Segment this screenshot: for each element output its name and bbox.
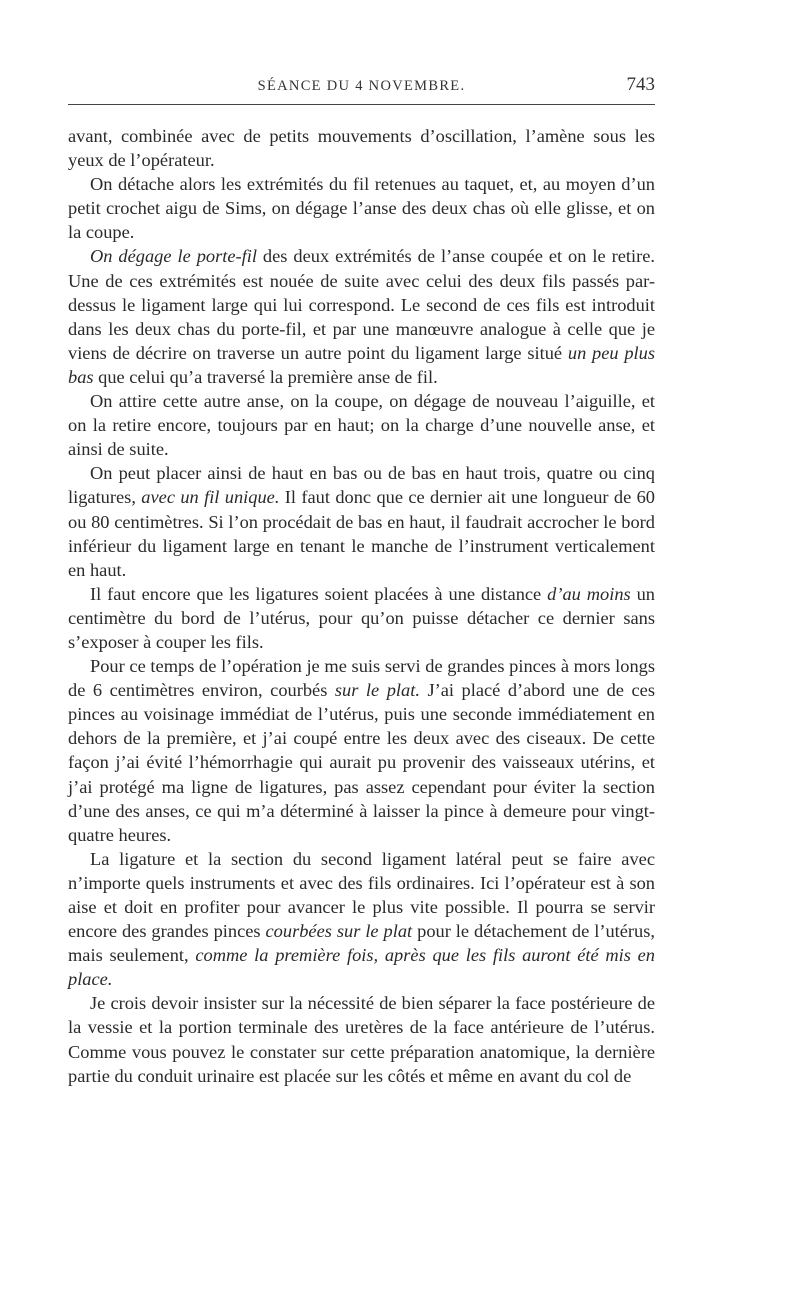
text-run: que celui qu’a traversé la première anse de fil. (93, 366, 438, 387)
text-run: On détache alors les extrémités du fil retenues au taquet, et, au moyen d’un petit crochet aigu de Sims, on dégage l’anse des deux chas où elle glisse, et on la coupe. (68, 174, 655, 243)
running-head: SÉANCE DU 4 NOVEMBRE. (257, 78, 466, 94)
italic-text: avec un fil unique. (141, 487, 280, 508)
text-run: un centimètre du bord de l’utérus, pour qu’on puisse détacher ce dernier sans s’exposer à couper les fils. (68, 583, 655, 652)
page-number: 743 (626, 74, 655, 95)
paragraph (68, 172, 655, 244)
text-run: On attire cette autre anse, on la coupe, on dégage de nouveau l’aiguille, et on la retire encore, toujours par en haut; on la charge d’une nouvelle anse, et ainsi de suite. (68, 391, 655, 460)
text-run: Pour ce temps de l’opération je me suis servi de grandes pinces à mors longs de 6 centimètres environ, courbés (68, 656, 655, 701)
text-run: Il faut encore que les ligatures soient placées à une distance (90, 583, 548, 604)
paragraph (68, 582, 655, 654)
paragraph (68, 991, 655, 1087)
paragraph (68, 244, 655, 389)
text-run: On peut placer ainsi de haut en bas ou de bas en haut trois, quatre ou cinq ligatures, (68, 463, 655, 508)
italic-text: courbées sur le plat (265, 921, 413, 942)
text-run: Je crois devoir insister sur la nécessité de bien séparer la face postérieure de la vessie et la portion terminale des uretères de la face antérieure de l’utérus. Comme vous pouvez le constater sur cette préparation anatomique, la dernière partie du conduit urinaire est placée sur les côtés et même en avant du col de (68, 993, 655, 1086)
text-run: pour le détachement de l’utérus, mais seulement, (68, 921, 655, 966)
body-text (68, 124, 655, 1088)
italic-text: comme la première fois, après que les fils auront été mis en place. (68, 945, 655, 990)
paragraph (68, 124, 655, 172)
italic-text: sur le plat. (334, 680, 420, 701)
paragraph (68, 461, 655, 581)
paragraph (68, 847, 655, 992)
italic-text: un peu plus bas (68, 342, 656, 387)
text-run: avant, combinée avec de petits mouvements d’oscillation, l’amène sous les yeux de l’opérateur. (68, 126, 655, 171)
paragraph (68, 389, 655, 461)
text-run: Il faut donc que ce dernier ait une longueur de 60 ou 80 centimètres. Si l’on procédait de bas en haut, il faudrait accrocher le bord inférieur du ligament large en tenant le manche de l’instrument verticalement en haut. (68, 487, 655, 580)
italic-text: d’au moins (547, 583, 631, 604)
text-run: J’ai placé d’abord une de ces pinces au voisinage immédiat de l’utérus, puis une seconde immédiatement en dehors de la première, et j’ai coupé entre les deux avec des ciseaux. De cette façon j’ai évité l’hémorrhagie qui aurait pu provenir des vaisseaux utérins, et j’ai protégé ma ligne de ligatures, pas assez cependant pour éviter la section d’une des anses, ce qui m’a déterminé à laisser la pince à demeure pour vingt-quatre heures. (68, 680, 655, 845)
text-run: La ligature et la section du second ligament latéral peut se faire avec n’importe quels instruments et avec des fils ordinaires. Ici l’opérateur est à son aise et doit en profiter pour avancer le plus vite possible. Il pourra se servir encore des grandes pinces (68, 848, 655, 942)
header-rule (68, 104, 655, 105)
page-header (68, 72, 655, 102)
paragraph (68, 654, 655, 847)
italic-text: On dégage le porte-fil (90, 246, 257, 267)
text-run: des deux extrémités de l’anse coupée et on le retire. Une de ces extrémités est nouée de suite avec celui des deux fils passés par-dessus le ligament large qui lui correspond. Le second de ces fils est introduit dans les deux chas du porte-fil, et par une manœuvre analogue à celle que je viens de décrire on traverse un autre point du ligament large situé (68, 246, 656, 363)
